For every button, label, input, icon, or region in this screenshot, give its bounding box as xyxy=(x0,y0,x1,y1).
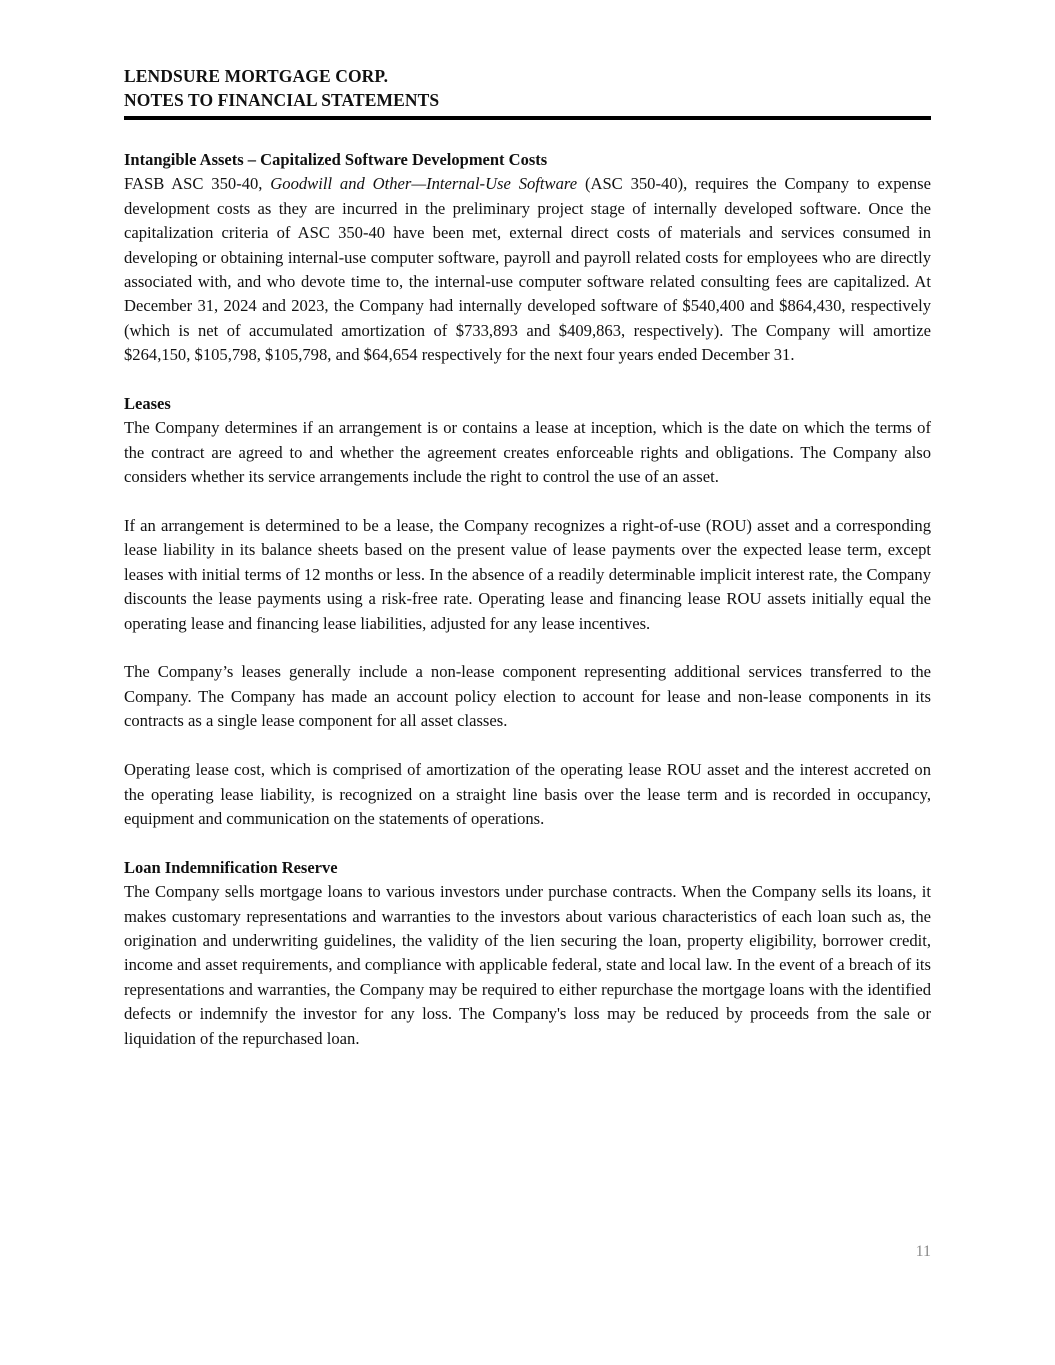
spacer xyxy=(124,831,931,855)
spacer xyxy=(124,636,931,660)
paragraph-leases-4: Operating lease cost, which is comprised of amortization of the operating lease ROU asset and the interest accreted on the operating lease liability, is recognized on a straight line basis over the lease term and is recorded in occupancy, equipment and communication on the statements of operations. xyxy=(124,760,931,828)
paragraph-intangible-assets xyxy=(124,172,931,367)
section-title-loan-indemnification: Loan Indemnification Reserve xyxy=(124,857,338,877)
paragraph-leases-2: If an arrangement is determined to be a lease, the Company recognizes a right-of-use (ROU) asset and a corresponding lease liability in its balance sheets based on the present value of lease payments over the expected lease term, except leases with initial terms of 12 months or less. In the absence of a readily determinable implicit interest rate, the Company discounts the lease payments using a risk-free rate. Operating lease and financing lease ROU assets initially equal the operating lease and financing lease liabilities, adjusted for any lease incentives. xyxy=(124,516,931,633)
document-page xyxy=(124,64,931,1051)
section-title-leases: Leases xyxy=(124,394,171,414)
spacer xyxy=(124,490,931,514)
page-number: 11 xyxy=(915,1243,931,1260)
document-header xyxy=(124,64,931,120)
company-name: LENDSURE MORTGAGE CORP. xyxy=(124,66,389,86)
spacer xyxy=(124,734,931,758)
section-intangible-assets xyxy=(124,148,931,368)
standard-title-italic: Goodwill and Other—Internal-Use Software xyxy=(270,174,578,194)
section-leases xyxy=(124,392,931,831)
paragraph-text: (ASC 350-40), requires the Company to expense development costs as they are incurred in the preliminary project stage of internally developed software. Once the capitalization criteria of ASC 350-40 have been met, external direct costs of materials and services consumed in developing or obtaining internal-use computer software, payroll and payroll related costs for employees who are directly associated with, and who devote time to, the internal-use computer software related consulting fees are capitalized. At December 31, 2024 and 2023, the Company had internally developed software of $540,400 and $864,430, respectively (which is net of accumulated amortization of $733,893 and $409,863, respectively). The Company will amortize $264,150, $105,798, $105,798, and $64,654 respectively for the next four years ended December 31. xyxy=(124,174,932,365)
document-subtitle: NOTES TO FINANCIAL STATEMENTS xyxy=(124,90,440,110)
paragraph-leases-1: The Company determines if an arrangement is or contains a lease at inception, which is the date on which the terms of the contract are agreed to and whether the agreement creates enforceable rights and obligations. The Company also considers whether its service arrangements include the right to control the use of an asset. xyxy=(124,418,931,487)
section-loan-indemnification xyxy=(124,856,931,1051)
spacer xyxy=(124,120,931,148)
paragraph-text: FASB ASC 350-40, xyxy=(124,174,271,194)
paragraph-leases-3: The Company’s leases generally include a non-lease component representing additional services transferred to the Company. The Company has made an account policy election to account for lease and non-lease components in its contracts as a single lease component for all asset classes. xyxy=(124,662,931,731)
section-title-intangible-assets: Intangible Assets – Capitalized Software Development Costs xyxy=(124,150,548,169)
spacer xyxy=(124,368,931,392)
paragraph-loan-indemnification: The Company sells mortgage loans to various investors under purchase contracts. When the Company sells its loans, it makes customary representations and warranties to the investors about various characteristics of each loan such as, the origination and underwriting guidelines, the validity of the lien securing the loan, property eligibility, borrower credit, income and asset requirements, and compliance with applicable federal, state and local law. In the event of a breach of its representations and warranties, the Company may be required to either repurchase the mortgage loans with the identified defects or indemnify the investor for any loss. The Company's loss may be reduced by proceeds from the sale or liquidation of the repurchased loan. xyxy=(124,882,931,1048)
